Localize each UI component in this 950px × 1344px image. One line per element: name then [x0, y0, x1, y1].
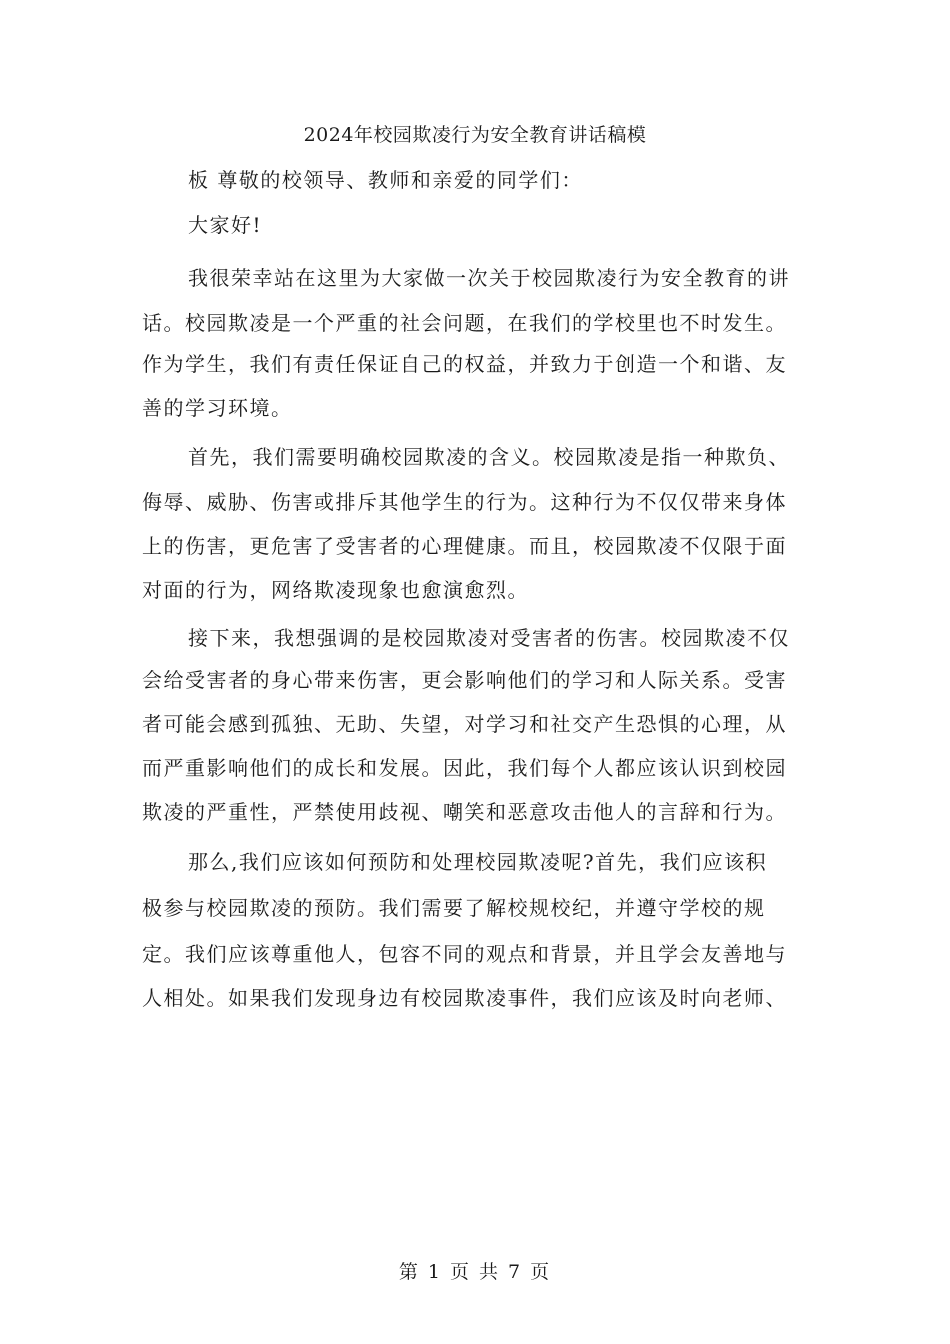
paragraph-line: 定。我们应该尊重他人，包容不同的观点和背景，并且学会友善地与 — [142, 942, 787, 966]
paragraph-line: 首先，我们需要明确校园欺凌的含义。校园欺凌是指一种欺负、 — [188, 445, 790, 469]
paragraph-line: 欺凌的严重性，严禁使用歧视、嘲笑和恶意攻击他人的言辞和行为。 — [142, 800, 787, 824]
paragraph-line: 者可能会感到孤独、无助、失望，对学习和社交产生恐惧的心理，从 — [142, 712, 787, 736]
paragraph-line: 人相处。如果我们发现身边有校园欺凌事件，我们应该及时向老师、 — [142, 986, 787, 1010]
page-number-footer: 第 1 页 共 7 页 — [398, 1261, 552, 1283]
paragraph-line: 我很荣幸站在这里为大家做一次关于校园欺凌行为安全教育的讲 — [188, 266, 790, 290]
paragraph-line: 作为学生，我们有责任保证自己的权益，并致力于创造一个和谐、友 — [142, 352, 787, 376]
paragraph-line: 而严重影响他们的成长和发展。因此，我们每个人都应该认识到校园 — [142, 756, 787, 780]
paragraph-line: 那么,我们应该如何预防和处理校园欺凌呢?首先，我们应该积 — [188, 850, 768, 874]
paragraph-line: 会给受害者的身心带来伤害，更会影响他们的学习和人际关系。受害 — [142, 668, 787, 692]
paragraph-line: 侮辱、威胁、伤害或排斥其他学生的行为。这种行为不仅仅带来身体 — [142, 490, 787, 514]
paragraph-line: 善的学习环境。 — [142, 396, 293, 420]
salutation: 板 尊敬的校领导、教师和亲爱的同学们： — [188, 168, 583, 192]
paragraph-line: 对面的行为，网络欺凌现象也愈演愈烈。 — [142, 578, 529, 602]
paragraph-line: 上的伤害，更危害了受害者的心理健康。而且，校园欺凌不仅限于面 — [142, 534, 787, 558]
paragraph-line: 接下来，我想强调的是校园欺凌对受害者的伤害。校园欺凌不仅 — [188, 626, 790, 650]
paragraph-line: 话。校园欺凌是一个严重的社会问题，在我们的学校里也不时发生。 — [142, 311, 787, 335]
greeting: 大家好! — [188, 213, 263, 237]
paragraph-line: 极参与校园欺凌的预防。我们需要了解校规校纪，并遵守学校的规 — [142, 896, 766, 920]
document-title: 2024年校园欺凌行为安全教育讲话稿模 — [303, 124, 647, 146]
